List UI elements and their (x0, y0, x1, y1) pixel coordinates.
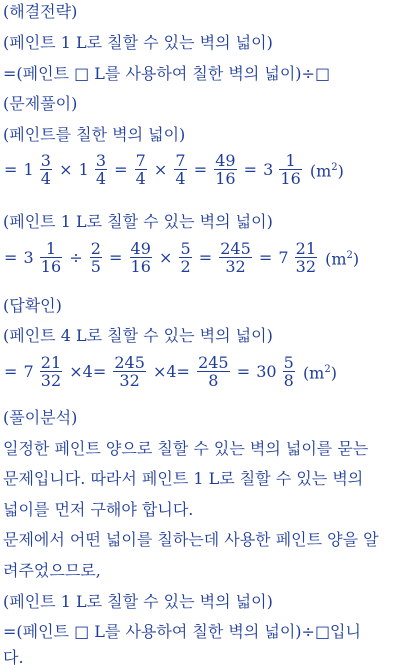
analysis-p2-line-2: 려주었으므로, (3, 561, 101, 580)
whole-part: 1 (78, 159, 89, 179)
fraction (174, 152, 186, 187)
numerator: 7 (135, 151, 146, 170)
fraction (214, 152, 236, 187)
solve-line-2: (페인트 1 L로 칠할 수 있는 벽의 넓이) (3, 212, 273, 231)
eq-sign: = (198, 247, 213, 267)
unit-text: (m (302, 363, 325, 383)
numerator: 245 (220, 239, 251, 258)
fraction (40, 240, 62, 275)
fraction (40, 152, 52, 187)
fraction (90, 240, 102, 275)
numerator: 245 (114, 353, 145, 372)
fraction (219, 240, 252, 275)
equation-2 (3, 240, 359, 275)
eq-sign: = (4, 247, 18, 267)
denominator: 8 (208, 371, 219, 390)
analysis-p1-line-3: 넓이를 먼저 구해야 합니다. (3, 500, 194, 519)
eq-sign: = (193, 159, 208, 179)
numerator: 3 (95, 151, 107, 170)
analysis-p3-line-1: (페인트 1 L로 칠할 수 있는 벽의 넓이) (3, 592, 273, 611)
strategy-heading: (해결전략) (3, 2, 78, 21)
unit-label (303, 360, 337, 383)
fraction (95, 152, 107, 187)
denominator: 16 (40, 257, 62, 276)
solve-heading: (문제풀이) (3, 94, 78, 113)
unit-exponent: 2 (346, 249, 353, 261)
equation-3 (3, 354, 337, 389)
answer-heading: (답확인) (3, 296, 62, 315)
numerator: 1 (279, 152, 301, 170)
mixed-number (24, 240, 64, 275)
mixed-number (79, 152, 108, 187)
numerator: 21 (295, 239, 317, 258)
times-sign: × (59, 159, 73, 179)
analysis-p3-line-3: 다. (3, 648, 24, 667)
eq-sign: = (258, 247, 273, 267)
unit-close: ) (330, 363, 337, 383)
numerator: 245 (198, 353, 229, 372)
divide-sign: ÷ (69, 247, 83, 267)
fraction (40, 354, 62, 389)
eq-sign: = (4, 361, 18, 381)
times-four: ×4= (69, 361, 107, 381)
fraction (130, 240, 152, 275)
answer-line-1: (페인트 4 L로 칠할 수 있는 벽의 넓이) (3, 326, 273, 345)
analysis-p1-line-2: 문제입니다. 따라서 페인트 1 L로 칠할 수 있는 벽의 (3, 469, 364, 488)
fraction (283, 354, 295, 389)
unit-text: (m (325, 249, 347, 269)
denominator: 4 (95, 169, 107, 188)
unit-close: ) (352, 249, 360, 269)
numerator: 49 (130, 239, 151, 258)
unit-label (325, 246, 359, 269)
fraction (197, 354, 230, 389)
eq-sign: = (109, 247, 123, 267)
mixed-number (278, 240, 318, 275)
analysis-p3-line-2: =(페인트 □ L를 사용하여 칠한 벽의 넓이)÷□입니 (3, 622, 361, 641)
fraction (295, 240, 317, 275)
mixed-number (263, 152, 303, 187)
denominator: 4 (40, 169, 51, 188)
denominator: 32 (295, 257, 317, 276)
fraction (135, 152, 147, 187)
denominator: 32 (40, 371, 62, 390)
fraction (279, 152, 301, 187)
analysis-p1-line-1: 일정한 페인트 양으로 칠할 수 있는 벽의 넓이를 묻는 (3, 439, 369, 458)
equation-1 (3, 152, 344, 187)
unit-exponent: 2 (324, 363, 331, 375)
denominator: 5 (90, 257, 101, 276)
denominator: 2 (180, 257, 191, 276)
denominator: 16 (280, 169, 301, 188)
whole-part: 7 (23, 361, 34, 381)
whole-part: 30 (256, 361, 277, 381)
numerator: 2 (90, 239, 101, 258)
unit-text: (m (309, 161, 332, 181)
denominator: 4 (175, 169, 186, 188)
denominator: 16 (215, 169, 236, 188)
numerator: 1 (40, 240, 62, 258)
numerator: 49 (215, 151, 236, 170)
times-four: ×4= (152, 361, 190, 381)
numerator: 21 (40, 353, 62, 372)
fraction (113, 354, 146, 389)
unit-label (310, 158, 344, 181)
whole-part: 1 (23, 159, 34, 179)
whole-part: 7 (278, 247, 289, 267)
eq-sign: = (114, 159, 128, 179)
numerator: 5 (283, 353, 294, 372)
times-sign: × (153, 159, 168, 179)
whole-part: 3 (23, 247, 34, 267)
mixed-number (24, 354, 64, 389)
eq-sign: = (243, 159, 258, 179)
analysis-heading: (풀이분석) (3, 408, 78, 427)
eq-sign: = (236, 361, 251, 381)
denominator: 8 (283, 371, 294, 390)
mixed-number (24, 152, 53, 187)
unit-close: ) (337, 161, 344, 181)
strategy-line-1: (페인트 1 L로 칠할 수 있는 벽의 넓이) (3, 33, 273, 52)
whole-part: 3 (263, 159, 274, 179)
numerator: 7 (175, 151, 186, 170)
strategy-line-2: =(페인트 □ L를 사용하여 칠한 벽의 넓이)÷□ (3, 64, 331, 83)
denominator: 16 (130, 257, 151, 276)
fraction (179, 240, 191, 275)
mixed-number (256, 354, 296, 389)
times-sign: × (158, 247, 173, 267)
denominator: 32 (225, 257, 246, 276)
analysis-p2-line-1: 문제에서 어떤 넓이를 칠하는데 사용한 페인트 양을 알 (3, 530, 379, 549)
numerator: 3 (40, 151, 51, 170)
denominator: 4 (135, 169, 146, 188)
unit-exponent: 2 (331, 161, 338, 173)
solve-line-1: (페인트를 칠한 벽의 넓이) (3, 125, 186, 144)
numerator: 5 (180, 239, 191, 258)
denominator: 32 (119, 371, 140, 390)
eq-sign: = (4, 159, 18, 179)
